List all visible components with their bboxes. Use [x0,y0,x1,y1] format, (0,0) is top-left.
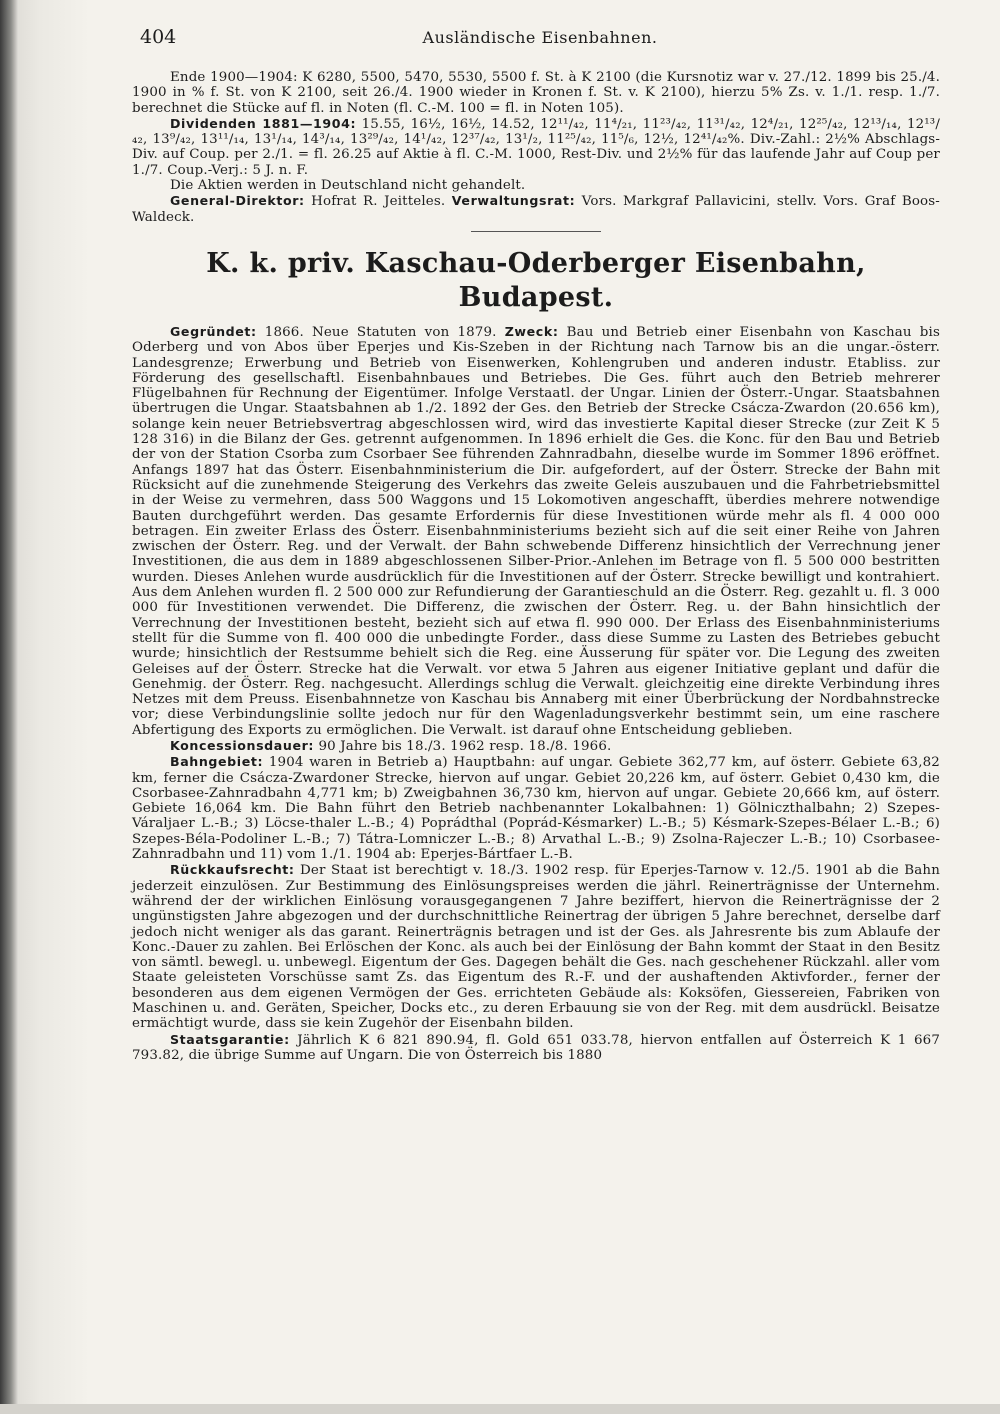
page-bottom-edge [0,1404,1000,1414]
prev-paragraph-3: Die Aktien werden in Deutschland nicht gehandelt. [170,178,526,194]
dividends-text: 15.55, 16½, 16½, 14.52, 12¹¹/₄₂, 11⁴/₂₁, 11²³/₄₂, 11³¹/₄₂, 12⁴/₂₁, 12²⁵/₄₂, 12¹³/₁₄, 12¹³/₄₂, 13⁹/₄₂, 13¹¹/₁₄, 13¹/₁₄, 14³/₁₄, 13²⁹/₄₂, 14¹/₄₂, 12³⁷/₄₂, 13¹/₂, 11²⁵/₄₂, 11⁵/₆, 12½, 12⁴¹/₄₂%. Div.-Zahl.: 2½% Abschlags-Div. auf Coup. per 2./1. = fl. 26.25 auf Aktie à fl. C.-M. 1000, Rest-Div. und 2½% für das laufende Jahr auf Coup per 1./7. Coup.-Verj.: 5 J. n. F. [132,116,940,178]
concession-text: 90 Jahre bis 18./3. 1962 resp. 18./8. 1966. [318,738,612,754]
page-header [140,26,940,54]
running-title: Ausländische Eisenbahnen. [422,28,658,47]
section-divider [471,231,601,232]
area-label: Bahngebiet: [170,754,264,770]
dividends-label: Dividenden 1881—1904: [170,115,357,131]
founded-label: Gegründet: [170,323,257,339]
director-text: Hofrat R. Jeitteles. [311,194,446,210]
buyback-text: Der Staat ist berechtigt v. 18./3. 1902 resp. für Eperjes-Tarnow v. 12./5. 1901 ab die Bahn jederzeit einzulösen. Zur Bestimmung des Einlösungspreises werden die jährl. Reinerträgnisse der Unternehm. während der der wirklichen Einlösung vorausgegangenen 7 Jahre beziffert, hiervon die Reinerträgnisse der 2 ungünstigsten Jahre abgezogen und der durchschnittliche Reinertrag der übrigen 5 Jahre berechnet, derselbe darf jedoch nicht weniger als das garant. Reinerträgnis betragen und ist der Ges. als Jahresrente bis zum Ablaufe der Konc.-Dauer zu zahlen. Bei Erlöschen der Konc. als auch bei der Einlösung der Bahn kommt der Staat in den Besitz von sämtl. bewegl. u. unbewegl. Eigentum der Ges. Dagegen behält die Ges. nach geschehener Rückzahl. aller vom Staate geleisteten Vorschüsse samt Zs. das Eigentum des R.-F. und der aushaftenden Aktivforder., ferner der besonderen aus dem eigenen Vermögen der Ges. errichteten Gebäude als: Koksöfen, Giessereien, Fabriken von Maschinen u. and. Geräten, Speicher, Docks etc., zu deren Erbauung sie von der Reg. mit dem ausdrückl. Beisatze ermächtigt wurde, dass sie kein Zugehör der Eisenbahn bilden. [132,863,940,1032]
purpose-label: Zweck: [504,323,559,339]
management-paragraph [132,193,940,225]
company-title: K. k. priv. Kaschau-Oderberger Eisenbahn, Budapest. [206,247,866,313]
guarantee-paragraph [132,1032,940,1064]
board-text: Vors. Markgraf Pallavicini, stellv. Vors. Graf Boos-Waldeck. [132,194,940,225]
guarantee-text: Jährlich K 6 821 890.94, fl. Gold 651 033.78, hiervon entfallen auf Österreich K 1 667 793.82, die übrige Summe auf Ungarn. Die von Österreich bis 1880 [132,1032,940,1063]
prev-paragraph-1: Ende 1900—1904: K 6280, 5500, 5470, 5530, 5500 f. St. à K 2100 (die Kursnotiz war v. 27./12. 1899 bis 25./4. 1900 in % f. St. von K 2100, seit 26./4. 1900 wieder in Kronen f. St. v. K 2100), hierzu 5% Zs. v. 1./1. resp. 1./7. berechnet die Stücke auf fl. in Noten (fl. C.-M. 100 = fl. in Noten 105). [132,70,940,116]
area-text: 1904 waren in Betrieb a) Hauptbahn: auf ungar. Gebiete 362,77 km, auf österr. Gebiete 63,82 km, ferner die Csácza-Zwardoner Strecke, hiervon auf ungar. Gebiet 20,226 km, auf österr. Gebiet 0,430 km, die Csorbasee-Zahnradbahn 4,771 km; b) Zweigbahnen 36,730 km, hiervon auf ungar. Gebiete 20,666 km, auf österr. Gebiete 16,064 km. Die Bahn führt den Betrieb nachbenannter Lokalbahnen: 1) Gölniczthalbahn; 2) Szepes-Váraljaer L.-B.; 3) Löcse-thaler L.-B.; 4) Poprádthal (Poprád-Késmarker) L.-B.; 5) Késmark-Szepes-Bélaer L.-B.; 6) Szepes-Béla-Podoliner L.-B.; 7) Tátra-Lomniczer L.-B.; 8) Arvathal L.-B.; 9) Zsolna-Rajeczer L.-B.; 10) Csorbasee-Zahnradbahn und 11) vom 1./1. 1904 ab: Eperjes-Bártfaer L.-B. [132,755,940,863]
dividends-paragraph [132,116,940,178]
board-label: Verwaltungsrat: [451,193,576,209]
founded-purpose-paragraph [132,324,940,738]
page-content [132,70,940,1063]
buyback-paragraph [132,862,940,1031]
concession-label: Koncessionsdauer: [170,737,315,753]
area-paragraph [132,754,940,862]
guarantee-label: Staatsgarantie: [170,1031,290,1047]
purpose-text: Bau und Betrieb einer Eisenbahn von Kaschau bis Oderberg und von Abos über Eperjes und Kis-Szeben in der Richtung nach Tarnow bis an die ungar.-österr. Landesgrenze; Erwerbung und Betrieb von Eisenwerken, Kohlengruben und anderen industr. Etabliss. zur Förderung des gesellschaftl. Eisenbahnbaues und Betriebes. Die Ges. führt auch den Betrieb mehrerer Flügelbahnen für Rechnung der Eigentümer. Infolge Verstaatl. der Ungar. Linien der Österr.-Ungar. Staatsbahnen übertrugen die Ungar. Staatsbahnen ab 1./2. 1892 der Ges. den Betrieb der Strecke Csácza-Zwardon (20.656 km), solange kein neuer Betriebsvertrag abgeschlossen wird, wird das investierte Kapital dieser Strecke (zur Zeit K 5 128 316) in die Bilanz der Ges. getrennt aufgenommen. In 1896 erhielt die Ges. die Konc. für den Bau und Betrieb der von der Station Csorba zum Csorbaer See führenden Zahnradbahn, dieselbe wurde im Sommer 1896 eröffnet. Anfangs 1897 hat das Österr. Eisenbahnministerium die Dir. aufgefordert, auf der Österr. Strecke der Bahn mit Rücksicht auf die zunehmende Steigerung des Verkehrs das zweite Geleis auszubauen und die Fahrbetriebsmittel in der Weise zu vermehren, dass 500 Waggons und 15 Lokomotiven angeschafft, überdies mehrere notwendige Bauten durchgeführt werden. Das gesamte Erfordernis für diese Investitionen würde mehr als fl. 4 000 000 betragen. Ein zweiter Erlass des Österr. Eisenbahnministeriums bezieht sich auf die seit einer Reihe von Jahren zwischen der Österr. Reg. und der Verwalt. der Bahn schwebende Differenz hinsichtlich der Verrechnung jener Investitionen, die aus dem in 1889 abgeschlossenen Silber-Prior.-Anlehen im Betrage von fl. 5 500 000 bestritten wurden. Dieses Anlehen wurde ausdrücklich für die Investitionen auf der Österr. Strecke bewilligt und kontrahiert. Aus dem Anlehen wurden fl. 2 500 000 zur Refundierung der Garantieschuld an die Österr. Reg. gezahlt u. fl. 3 000 000 für Investitionen verwendet. Die Differenz, die zwischen der Österr. Reg. u. der Bahn hinsichtlich der Verrechnung der Investitionen besteht, bezieht sich auf etwa fl. 990 000. Der Erlass des Eisenbahnministeriums stellt für die Summe von fl. 400 000 die unbedingte Forder., dass diese Summe zu Lasten des Betriebes gebucht wurde; hinsichtlich der Restsumme behielt sich die Reg. eine Äusserung für später vor. Die Legung des zweiten Geleises auf der Österr. Strecke hat die Verwalt. vor etwa 5 Jahren aus eigener Initiative geplant und dafür die Genehmig. der Österr. Reg. nachgesucht. Allerdings schlug die Verwalt. gleichzeitig eine direkte Verbindung ihres Netzes mit dem Preuss. Eisenbahnnetze von Kaschau bis Annaberg mit einer Überbrückung der Nordbahnstrecke vor; diese Verbindungslinie sollte jedoch nur für den Wagenladungsverkehr bestimmt sein, um eine raschere Abfertigung des Exports zu ermöglichen. Die Verwalt. ist darauf ohne Entscheidung geblieben. [132,324,940,738]
buyback-label: Rückkaufsrecht: [170,862,295,878]
page-number: 404 [140,26,177,48]
director-label: General-Direktor: [170,193,305,209]
founded-text: 1866. Neue Statuten von 1879. [264,324,497,340]
concession-paragraph [132,738,940,754]
book-spine-shadow [0,0,18,1414]
